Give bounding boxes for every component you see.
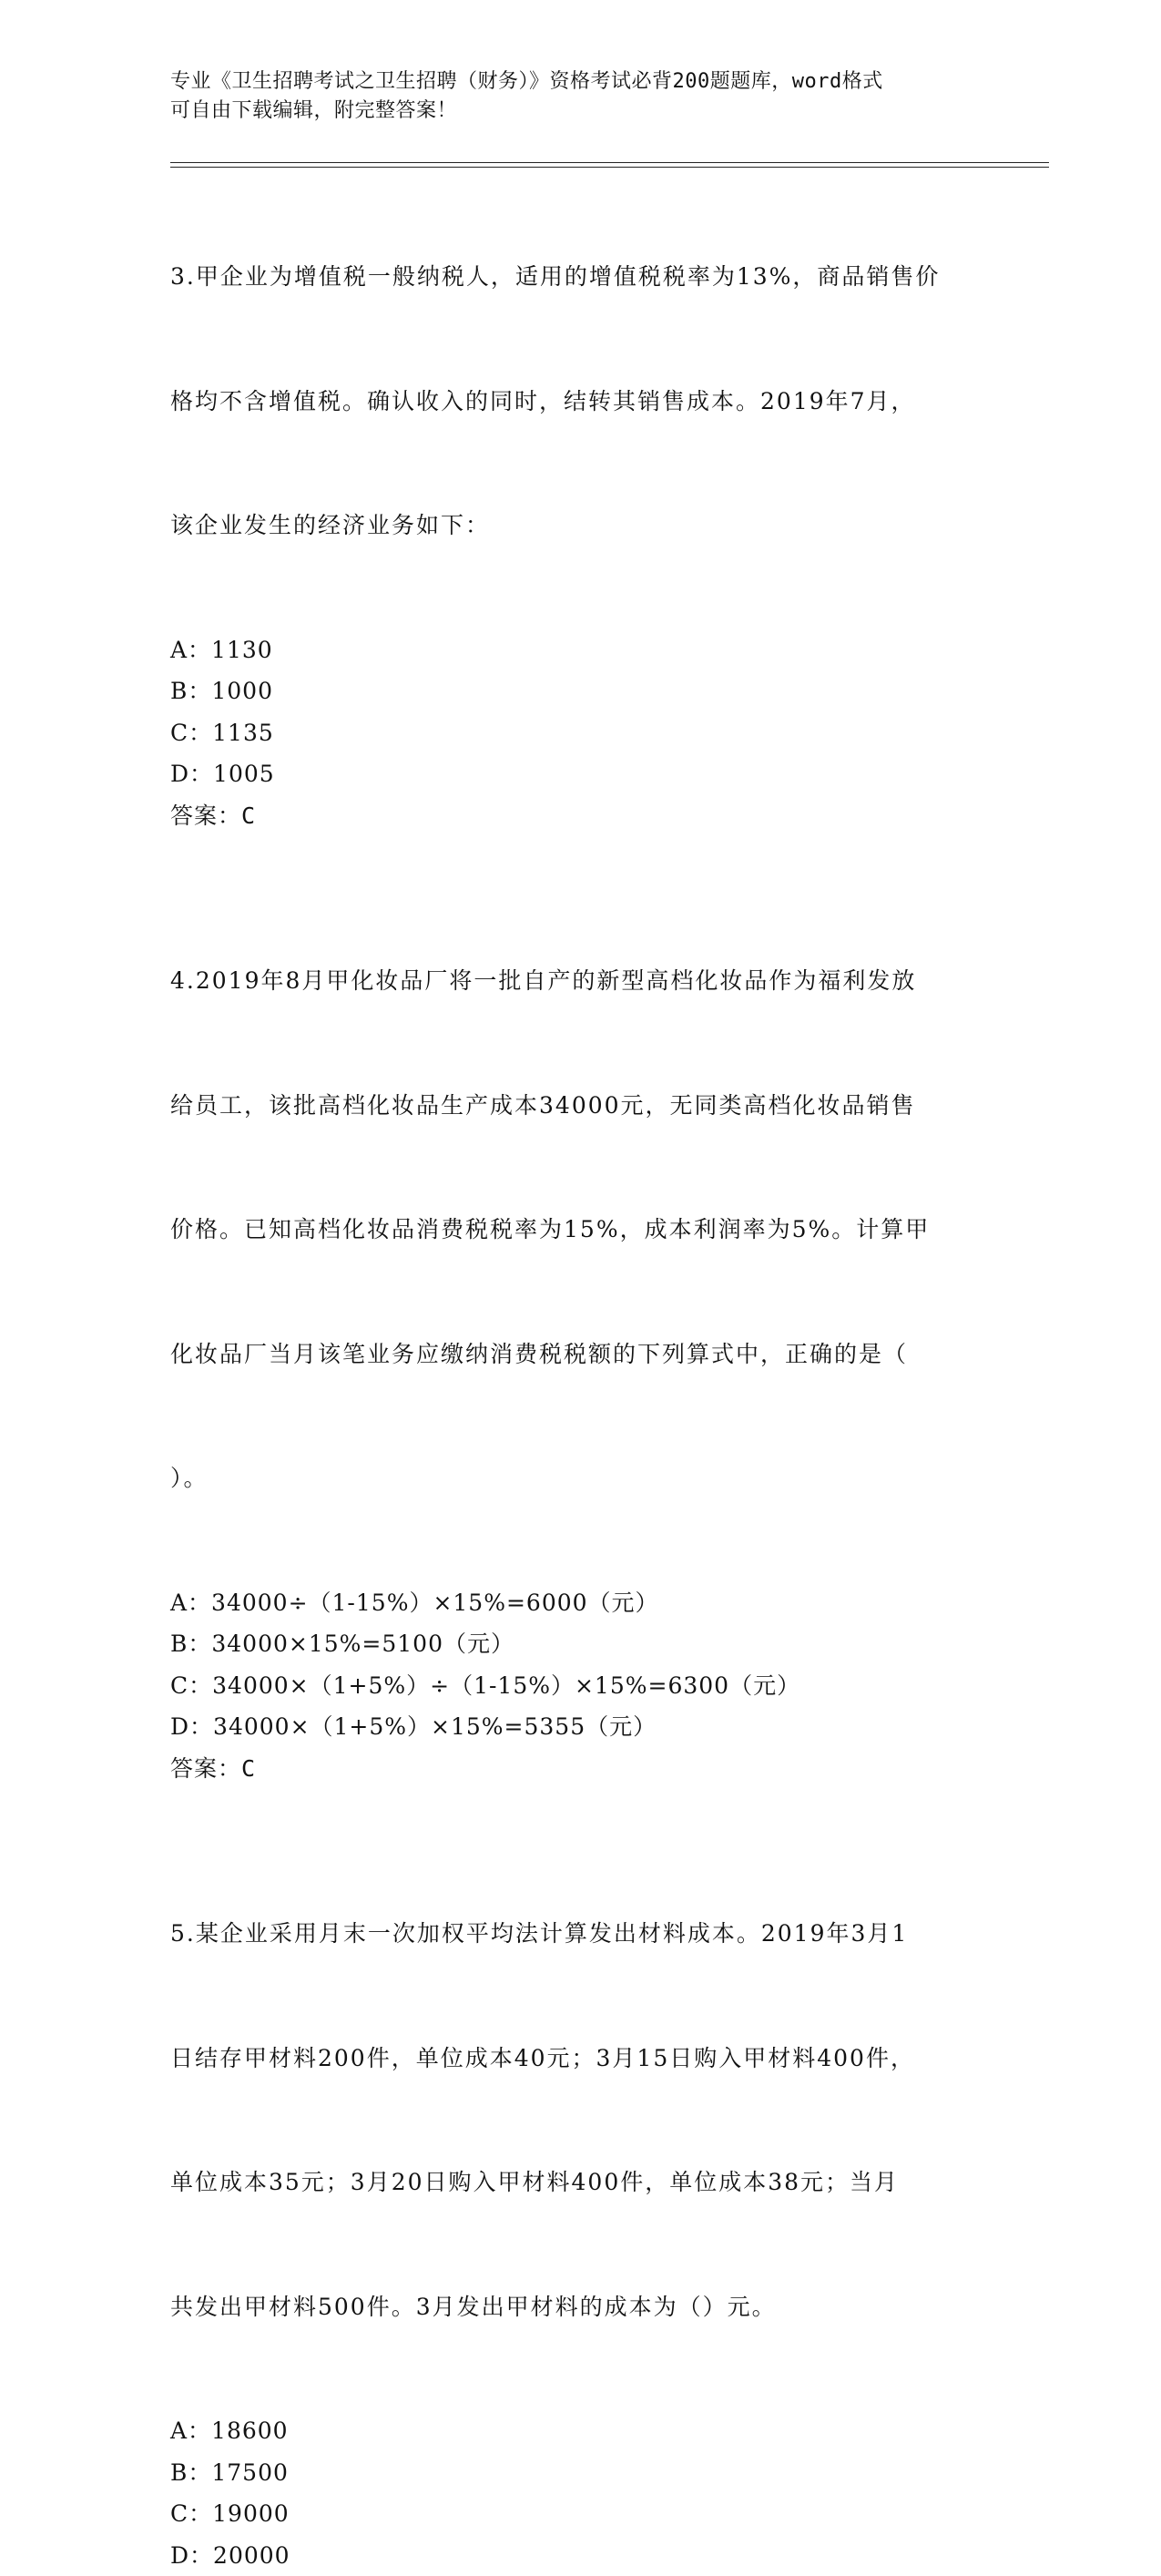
- header-divider-bottom: [170, 167, 1049, 168]
- stem-line: 共发出甲材料500件。3月发出甲材料的成本为（）元。: [170, 2286, 990, 2328]
- question-3: [170, 173, 990, 836]
- stem-line: 单位成本35元；3月20日购入甲材料400件，单位成本38元；当月: [170, 2162, 990, 2203]
- question-list: [170, 173, 990, 2576]
- stem-line: 4.2019年8月甲化妆品厂将一批自产的新型高档化妆品作为福利发放: [170, 960, 990, 1002]
- stem-line: 给员工，该批高档化妆品生产成本34000元，无同类高档化妆品销售: [170, 1085, 990, 1127]
- option-c: C：19000: [170, 2493, 990, 2535]
- option-c: C：1135: [170, 712, 990, 754]
- option-d: D：1005: [170, 753, 990, 795]
- question-stem: [170, 173, 990, 629]
- stem-line: 3.甲企业为增值税一般纳税人，适用的增值税税率为13%，商品销售价: [170, 256, 990, 298]
- answer-line: 答案：C: [170, 1748, 990, 1790]
- question-spacer: [170, 1789, 990, 1830]
- stem-line: 格均不含增值税。确认收入的同时，结转其销售成本。2019年7月，: [170, 381, 990, 423]
- stem-line: 价格。已知高档化妆品消费税税率为15%，成本利润率为5%。计算甲: [170, 1209, 990, 1251]
- header-line-1: 专业《卫生招聘考试之卫生招聘（财务）》资格考试必背200题题库，word格式: [170, 67, 972, 97]
- question-4: [170, 877, 990, 1789]
- option-b: B：17500: [170, 2452, 990, 2494]
- stem-line: 化妆品厂当月该笔业务应缴纳消费税税额的下列算式中，正确的是（: [170, 1334, 990, 1375]
- answer-line: 答案：C: [170, 795, 990, 837]
- option-d: D：20000: [170, 2535, 990, 2576]
- option-c: C：34000×（1+5%）÷（1-15%）×15%=6300（元）: [170, 1665, 990, 1707]
- stem-line: 5.某企业采用月末一次加权平均法计算发出材料成本。2019年3月1: [170, 1913, 990, 1955]
- question-stem: [170, 877, 990, 1582]
- option-a: A：34000÷（1-15%）×15%=6000（元）: [170, 1582, 990, 1624]
- option-a: A：18600: [170, 2410, 990, 2452]
- option-b: B：1000: [170, 670, 990, 712]
- stem-line: ）。: [170, 1457, 990, 1499]
- header-line-2: 可自由下载编辑，附完整答案！: [170, 97, 972, 126]
- header-divider-top: [170, 162, 1049, 163]
- option-b: B：34000×15%=5100（元）: [170, 1623, 990, 1665]
- option-d: D：34000×（1+5%）×15%=5355（元）: [170, 1706, 990, 1748]
- stem-line: 该企业发生的经济业务如下：: [170, 505, 990, 547]
- question-spacer: [170, 836, 990, 877]
- stem-line: 日结存甲材料200件，单位成本40元；3月15日购入甲材料400件，: [170, 2038, 990, 2080]
- document-header: [170, 67, 972, 126]
- option-a: A：1130: [170, 629, 990, 671]
- question-5: [170, 1830, 990, 2576]
- question-stem: [170, 1830, 990, 2410]
